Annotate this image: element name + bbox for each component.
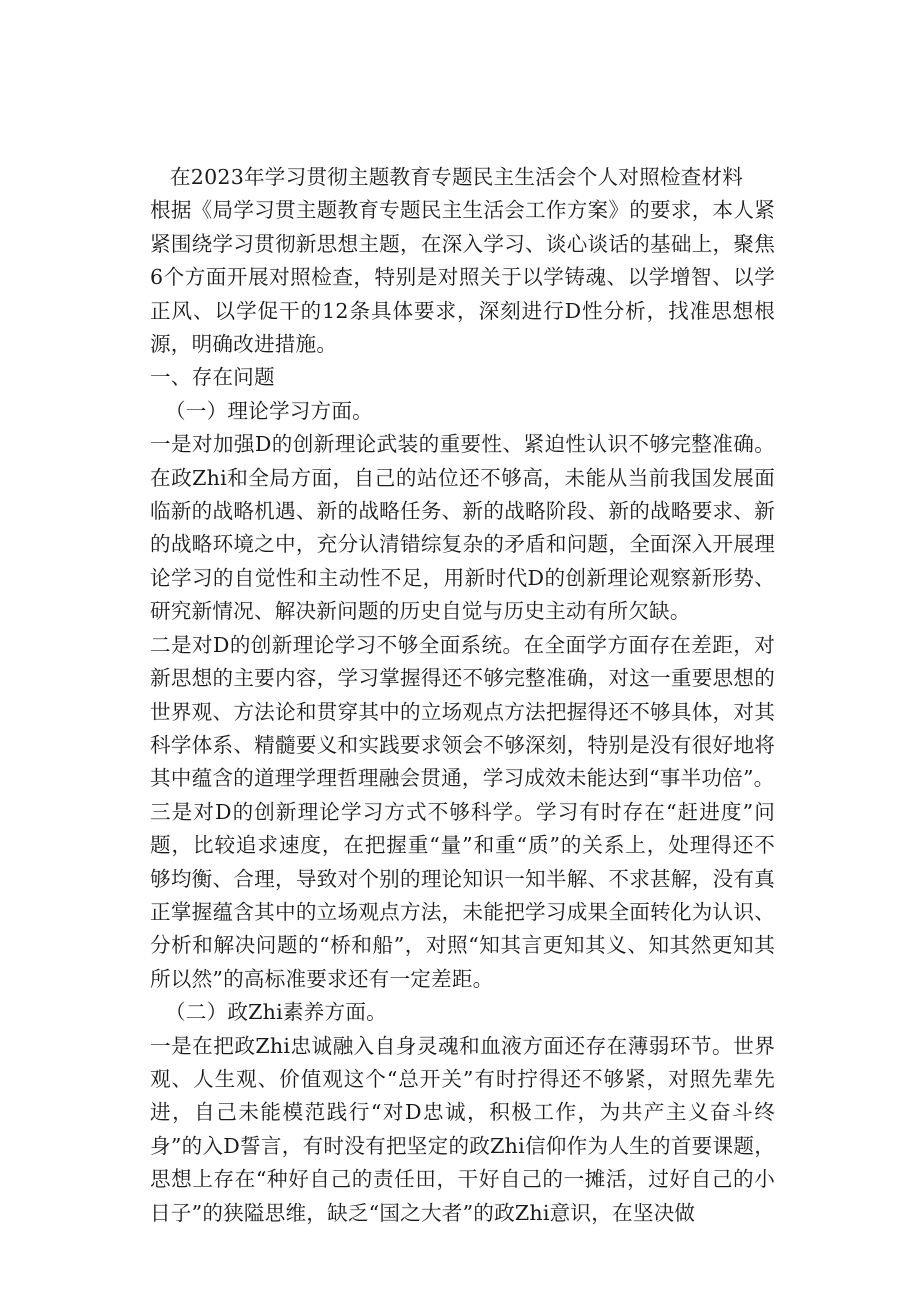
body-paragraph: 二是对D的创新理论学习不够全面系统。在全面学方面存在差距，对新思想的主要内容，学习掌握得还不够完整准确，对这一重要思想的世界观、方法论和贯穿其中的立场观点方法把握得还不够具体，对其科学体系、精髓要义和实践要求领会不够深刻，特别是没有很好地将其中蕴含的道理学理哲理融会贯通，学习成效未能达到“事半功倍”。: [150, 632, 775, 791]
document-body: [150, 161, 775, 1230]
intro-paragraph: 根据《局学习贯主题教育专题民主生活会工作方案》的要求，本人紧紧围绕学习贯彻新思想主题，在深入学习、谈心谈话的基础上，聚焦6个方面开展对照检查，特别是对照关于以学铸魂、以学增智、以学正风、以学促干的12条具体要求，深刻进行D性分析，找准思想根源，明确改进措施。: [150, 198, 775, 357]
body-paragraph: 三是对D的创新理论学习方式不够科学。学习有时存在“赶进度”问题，比较追求速度，在把握重“量”和重“质”的关系上，处理得还不够均衡、合理，导致对个别的理论知识一知半解、不求甚解，没有真正掌握蕴含其中的立场观点方法，未能把学习成果全面转化为认识、分析和解决问题的“桥和船”，对照“知其言更知其义、知其然更知其所以然”的高标准要求还有一定差距。: [150, 799, 775, 991]
body-paragraph: 一是在把政Zhi忠诚融入自身灵魂和血液方面还存在薄弱环节。世界观、人生观、价值观这个“总开关”有时拧得还不够紧，对照先辈先进，自己未能模范践行“对D忠诚，积极工作，为共产主义奋斗终身”的入D誓言，有时没有把坚定的政Zhi信仰作为人生的首要课题，思想上存在“种好自己的责任田，干好自己的一摊活，过好自己的小日子”的狭隘思维，缺乏“国之大者”的政Zhi意识，在坚决做: [150, 1033, 775, 1225]
subsection-heading: （二）政Zhi素养方面。: [165, 1000, 387, 1025]
document-title: 在2023年学习贯彻主题教育专题民主生活会个人对照检查材料: [170, 165, 744, 189]
body-paragraph: 一是对加强D的创新理论武装的重要性、紧迫性认识不够完整准确。在政Zhi和全局方面，自己的站位还不够高，未能从当前我国发展面临新的战略机遇、新的战略任务、新的战略阶段、新的战略要求、新的战略环境之中，充分认清错综复杂的矛盾和问题，全面深入开展理论学习的自觉性和主动性不足，用新时代D的创新理论观察新形势、研究新情况、解决新问题的历史自觉与历史主动有所欠缺。: [150, 432, 775, 624]
subsection-heading: （一）理论学习方面。: [165, 398, 373, 423]
section-heading: 一、存在问题: [150, 365, 275, 390]
